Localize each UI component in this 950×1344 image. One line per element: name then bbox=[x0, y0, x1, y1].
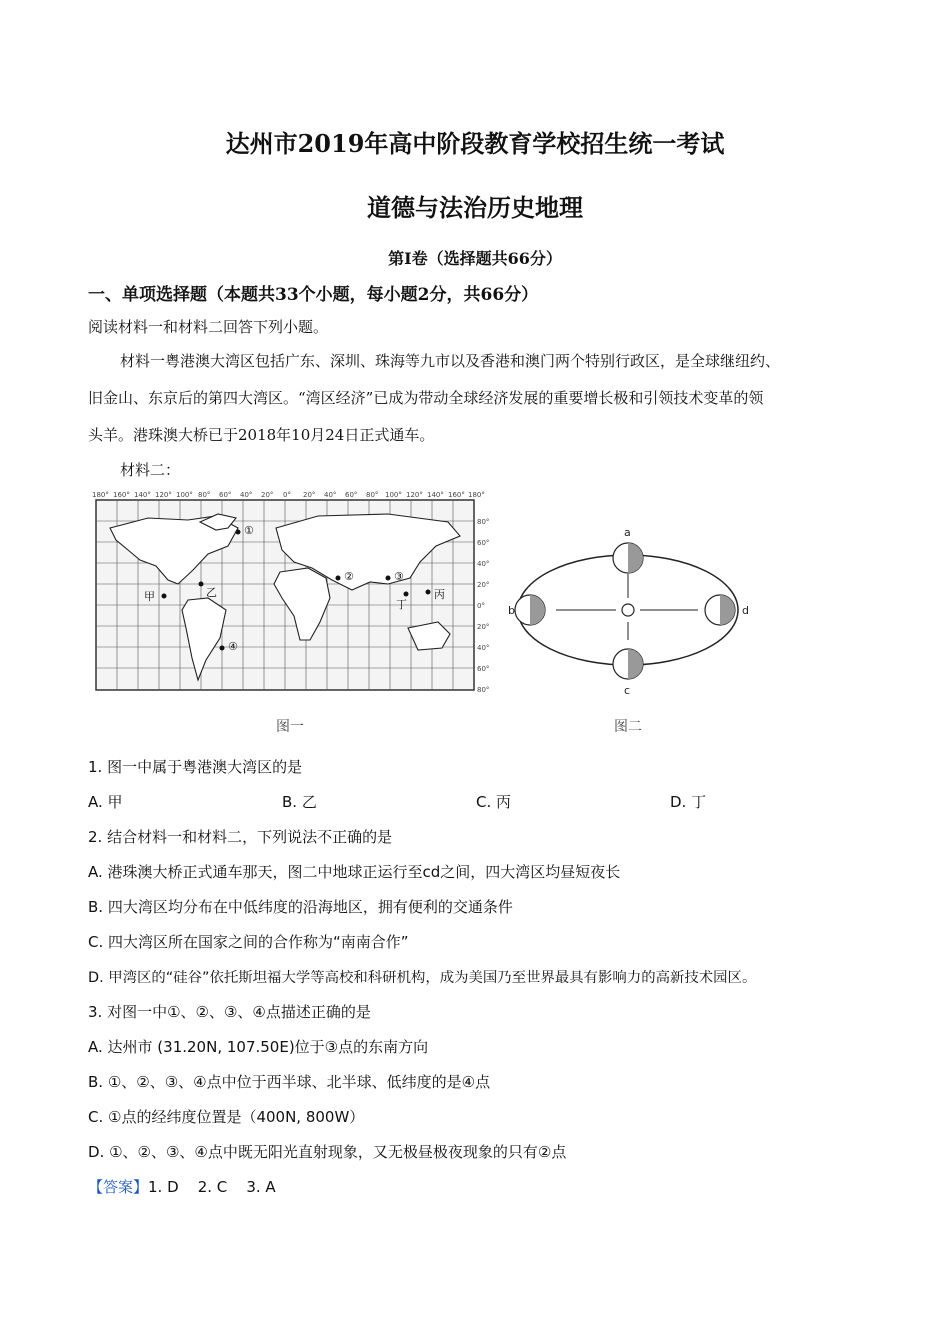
answer-line bbox=[88, 1176, 276, 1197]
map-lon-tick: 80° bbox=[366, 491, 379, 499]
answer-text: 1. D 2. C 3. A bbox=[148, 1178, 276, 1196]
q1-option-d[interactable]: D. 丁 bbox=[670, 793, 707, 811]
map-lon-tick: 180° bbox=[92, 491, 109, 499]
map-lon-tick: 100° bbox=[385, 491, 402, 499]
map-lat-tick: 0° bbox=[477, 602, 485, 610]
orbit-label-b: b bbox=[508, 604, 515, 617]
sun-icon bbox=[622, 604, 634, 616]
map-lat-tick: 60° bbox=[477, 665, 490, 673]
map-lon-tick: 20° bbox=[303, 491, 316, 499]
map-lat-tick: 40° bbox=[477, 644, 490, 652]
map-point-3-label: ③ bbox=[394, 570, 404, 583]
volume-heading: 第Ⅰ卷（选择题共66分） bbox=[388, 249, 562, 268]
map-lat-tick: 20° bbox=[477, 581, 490, 589]
place-bing-dot bbox=[426, 590, 431, 595]
q3-option-a[interactable]: A. 达州市 (31.20N, 107.50E)位于③点的东南方向 bbox=[88, 1038, 429, 1056]
map-lat-tick: 60° bbox=[477, 539, 490, 547]
place-yi-dot bbox=[199, 582, 204, 587]
figure2-caption: 图二 bbox=[614, 719, 642, 735]
map-lon-tick: 120° bbox=[155, 491, 172, 499]
q1-option-c[interactable]: C. 丙 bbox=[476, 793, 512, 811]
figure1-caption: 图一 bbox=[276, 719, 304, 735]
map-lon-tick: 140° bbox=[134, 491, 151, 499]
map-lat-tick: 20° bbox=[477, 623, 490, 631]
place-jia-label: 甲 bbox=[144, 590, 155, 603]
map-lon-tick: 140° bbox=[427, 491, 444, 499]
q2-option-c[interactable]: C. 四大湾区所在国家之间的合作称为“南南合作” bbox=[88, 933, 409, 951]
map-point-4-dot bbox=[220, 646, 225, 651]
map-lat-tick: 80° bbox=[477, 686, 490, 693]
map-lon-tick: 160° bbox=[113, 491, 130, 499]
map-lon-tick: 120° bbox=[406, 491, 423, 499]
q2-option-d[interactable]: D. 甲湾区的“硅谷”依托斯坦福大学等高校和科研机构，成为美国乃至世界最具有影响力的高新技术园区。 bbox=[88, 970, 757, 986]
map-point-3-dot bbox=[386, 576, 391, 581]
place-ding-dot bbox=[404, 592, 409, 597]
map-lon-tick: 40° bbox=[324, 491, 337, 499]
map-point-1-dot bbox=[236, 530, 241, 535]
q2-option-a[interactable]: A. 港珠澳大桥正式通车那天，图二中地球正运行至cd之间，四大湾区均昼短夜长 bbox=[88, 863, 621, 881]
orbit-label-c: c bbox=[624, 684, 631, 697]
material2-label: 材料二： bbox=[120, 461, 181, 479]
map-lon-tick: 80° bbox=[198, 491, 211, 499]
map-lon-tick: 60° bbox=[219, 491, 232, 499]
map-lon-tick: 0° bbox=[283, 491, 291, 499]
figure2-orbit-diagram bbox=[500, 522, 760, 701]
material1-line: 旧金山、东京后的第四大湾区。“湾区经济”已成为带动全球经济发展的重要增长极和引领技术变革的领 bbox=[88, 389, 764, 407]
orbit-label-a: a bbox=[624, 526, 631, 539]
material1-line: 头羊。港珠澳大桥已于2018年10月24日正式通车。 bbox=[88, 426, 435, 444]
map-lon-tick: 40° bbox=[240, 491, 253, 499]
question-2-stem: 2. 结合材料一和材料二，下列说法不正确的是 bbox=[88, 828, 393, 846]
map-point-2-label: ② bbox=[344, 570, 354, 583]
q1-option-a[interactable]: A. 甲 bbox=[88, 793, 123, 811]
material1-line: 材料一粤港澳大湾区包括广东、深圳、珠海等九市以及香港和澳门两个特别行政区，是全球继纽约、 bbox=[120, 352, 781, 370]
q2-option-b[interactable]: B. 四大湾区均分布在中低纬度的沿海地区，拥有便利的交通条件 bbox=[88, 898, 513, 916]
map-point-4-label: ④ bbox=[228, 640, 238, 653]
intro-text: 阅读材料一和材料二回答下列小题。 bbox=[88, 318, 329, 336]
map-point-2-dot bbox=[336, 576, 341, 581]
place-jia-dot bbox=[162, 594, 167, 599]
map-lon-tick: 20° bbox=[261, 491, 274, 499]
question-3-stem: 3. 对图一中①、②、③、④点描述正确的是 bbox=[88, 1003, 371, 1021]
map-lon-tick: 60° bbox=[345, 491, 358, 499]
answer-tag: 【答案】 bbox=[88, 1178, 149, 1196]
orbit-label-d: d bbox=[742, 604, 749, 617]
q1-option-b[interactable]: B. 乙 bbox=[282, 793, 317, 811]
map-lon-tick: 180° bbox=[468, 491, 485, 499]
place-ding-label: 丁 bbox=[396, 598, 407, 611]
q3-option-d[interactable]: D. ①、②、③、④点中既无阳光直射现象，又无极昼极夜现象的只有②点 bbox=[88, 1143, 567, 1161]
map-lat-tick: 40° bbox=[477, 560, 490, 568]
map-lon-tick: 160° bbox=[448, 491, 465, 499]
q3-option-b[interactable]: B. ①、②、③、④点中位于西半球、北半球、低纬度的是④点 bbox=[88, 1073, 491, 1091]
map-lat-tick: 80° bbox=[477, 518, 490, 526]
exam-subject: 道德与法治历史地理 bbox=[367, 193, 583, 222]
exam-title: 达州市2019年高中阶段教育学校招生统一考试 bbox=[225, 129, 725, 158]
map-point-1-label: ① bbox=[244, 524, 254, 537]
question-1-stem: 1. 图一中属于粤港澳大湾区的是 bbox=[88, 758, 303, 776]
q3-option-c[interactable]: C. ①点的经纬度位置是（400N, 800W） bbox=[88, 1108, 365, 1126]
figure1-world-map bbox=[88, 488, 498, 697]
section-heading: 一、单项选择题（本题共33个小题，每小题2分，共66分） bbox=[88, 285, 539, 305]
place-bing-label: 丙 bbox=[434, 588, 445, 601]
place-yi-label: 乙 bbox=[206, 586, 217, 599]
map-lon-tick: 100° bbox=[176, 491, 193, 499]
